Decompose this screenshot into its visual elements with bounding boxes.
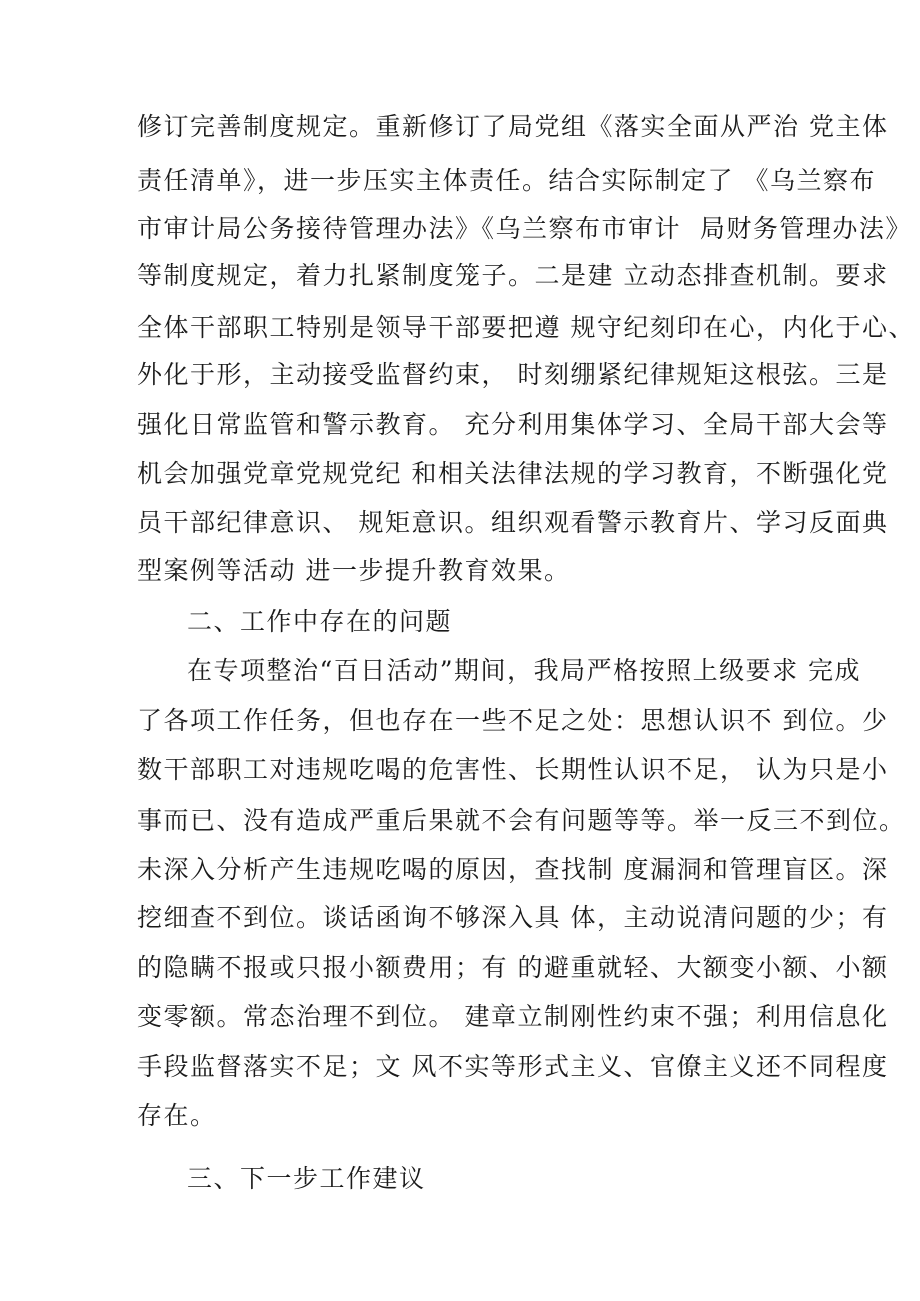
text-line: 手段监督落实不足；文 风不实等形式主义、官僚主义还不同程度 xyxy=(137,1052,889,1081)
text-line: 挖细查不到位。谈话函询不够深入具 体，主动说清问题的少；有 xyxy=(137,903,889,932)
text-line: 的隐瞒不报或只报小额费用；有 的避重就轻、大额变小额、小额 xyxy=(137,953,889,982)
text-line: 了各项工作任务，但也存在一些不足之处：思想认识不 到位。少 xyxy=(137,706,889,735)
paragraph-start: 在专项整治“百日活动”期间，我局严格按照上级要求 完成 xyxy=(187,656,862,685)
text-line: 存在。 xyxy=(137,1101,217,1130)
text-line: 外化于形，主动接受监督约束， 时刻绷紧纪律规矩这根弦。三是 xyxy=(137,360,889,389)
text-line: 数干部职工对违规吃喝的危害性、长期性认识不足， 认为只是小 xyxy=(137,755,889,784)
text-line: 型案例等活动 进一步提升教育效果。 xyxy=(137,556,571,585)
text-line: 机会加强党章党规党纪 和相关法律法规的学习教育，不断强化党 xyxy=(137,459,889,488)
text-line: 未深入分析产生违规吃喝的原因，查找制 度漏洞和管理盲区。深 xyxy=(137,855,889,884)
text-line: 变零额。常态治理不到位。 建章立制刚性约束不强；利用信息化 xyxy=(137,1002,889,1031)
text-line: 修订完善制度规定。重新修订了局党组《落实全面从严治 党主体 xyxy=(137,112,889,141)
text-line: 员干部纪律意识、 规矩意识。组织观看警示教育片、学习反面典 xyxy=(137,508,889,537)
text-line: 市审计局公务接待管理办法》《乌兰察布市审计 局财务管理办法》 xyxy=(137,214,912,243)
text-line: 全体干部职工特别是领导干部要把遵 规守纪刻印在心，内化于心、 xyxy=(137,313,915,342)
section-heading-2: 二、工作中存在的问题 xyxy=(187,607,453,636)
text-line: 责任清单》，进一步压实主体责任。结合实际制定了 《乌兰察布 xyxy=(137,166,876,195)
text-line: 事而已、没有造成严重后果就不会有问题等等。举一反三不到位。 xyxy=(137,806,906,835)
text-line: 等制度规定，着力扎紧制度笼子。二是建 立动态排查机制。要求 xyxy=(137,261,889,290)
text-line: 强化日常监管和警示教育。 充分利用集体学习、全局干部大会等 xyxy=(137,410,889,439)
section-heading-3: 三、下一步工作建议 xyxy=(187,1164,426,1193)
